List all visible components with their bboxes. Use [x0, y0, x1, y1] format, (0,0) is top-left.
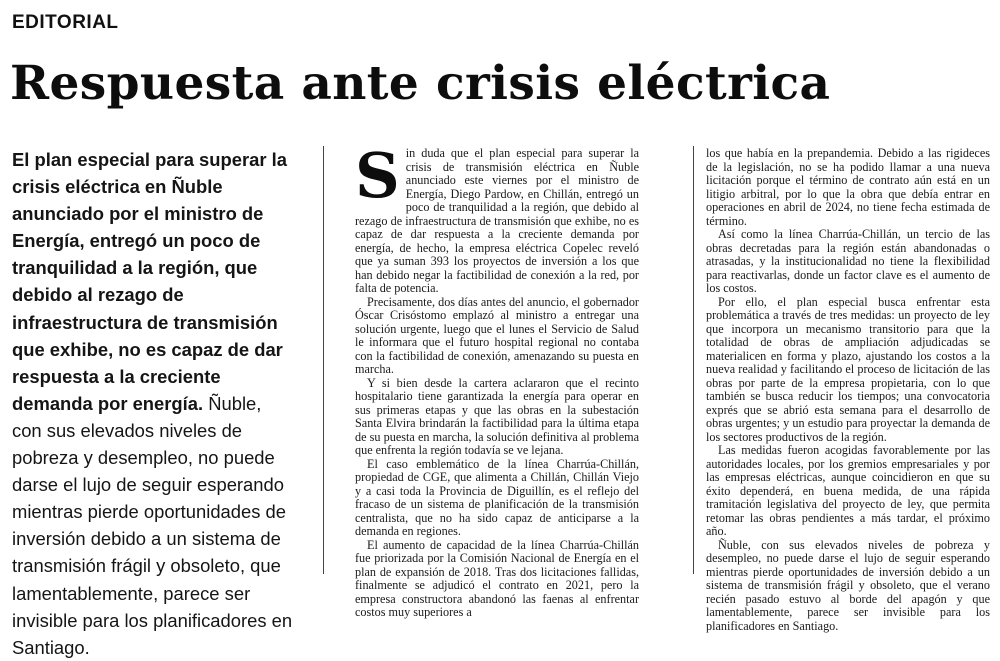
lead-bold-text: El plan especial para superar la crisis eléctrica en Ñuble anunciado por el ministro de Energía, entregó un poco de tranquilidad a la región, que debido al rezago de infraestructura de transmisión que exhibe, no es capaz de dar respuesta a la creciente demanda por energía.: [12, 149, 287, 414]
body-paragraph-text: in duda que el plan especial para superar la crisis de transmisión eléctrica en Ñuble anunciado este viernes por el ministro de Energía, Diego Pardow, en Chillán, entregó un poco de tranquilidad a la región, que debido al rezago de infraestructura de transmisión que exhibe, no es capaz de dar respuesta a la creciente demanda por energía, de hecho, la empresa eléctrica Copelec reveló que ya suman 393 los proyectos de inversión a los que han debido negar la factibilidad de conexión a la red, por falta de potencia.: [355, 146, 639, 295]
lead-regular-text: Ñuble, con sus elevados niveles de pobreza y desempleo, no puede darse el lujo de seguir esperando mientras pierde oportunidades de inversión debido a un sistema de transmisión frágil y obsoleto, que lamentablemente, parece ser invisible para los planificadores en Santiago.: [12, 392, 293, 658]
body-paragraph: Así como la línea Charrúa-Chillán, un tercio de las obras decretadas para la región están abandonadas o atrasadas, y la institucionalidad no tiene la flexibilidad para reactivarlas, donde un factor clave es el aumento de los costos.: [706, 227, 990, 295]
body-paragraph: los que había en la prepandemia. Debido a las rigideces de la legislación, no se ha podido llamar a una nueva licitación porque el término de contrato aún está en un litigio arbitral, por lo que la obra que debía entrar en operaciones en abril de 2024, no tiene fecha estimada de término.: [706, 146, 990, 228]
body-column-2: [355, 139, 639, 620]
headline: Respuesta ante crisis eléctrica: [10, 56, 831, 111]
lead-paragraph: [12, 146, 294, 661]
drop-cap: S: [355, 139, 400, 212]
body-paragraph: Ñuble, con sus elevados niveles de pobreza y desempleo, no puede darse el lujo de seguir esperando mientras pierde oportunidades de inversión debido a un sistema de transmisión frágil y obsoleto, que el verano recién pasado estuvo al borde del apagón y que lamentablemente, parece ser invisible para los planificadores en Santiago.: [706, 537, 990, 633]
body-paragraph: Y si bien desde la cartera aclararon que el recinto hospitalario tiene garantizada la energía para operar en sus primeras etapas y que las obras en la subestación Santa Elvira brindarán la factibilidad para la última etapa de su puesta en marcha, la solución definitiva al problema que enfrenta la región todavía se ve lejana.: [355, 375, 639, 457]
body-paragraph: Precisamente, dos días antes del anuncio, el gobernador Óscar Crisóstomo emplazó al ministro a entregar una solución urgente, luego que el lunes el Servicio de Salud le informara que el futuro hospital regional no contaba con la factibilidad de conexión, amenazando su puesta en marcha.: [355, 294, 639, 376]
column-divider: [323, 146, 324, 574]
section-label: EDITORIAL: [12, 12, 119, 33]
body-paragraph: El caso emblemático de la línea Charrúa-Chillán, propiedad de CGE, que alimenta a Chillán, Chillán Viejo y a casi toda la Provincia de Diguillín, es el reflejo del fracaso de un sistema de planificación de la transmisión centralista, que no ha sido capaz de anticiparse a la demanda en regiones.: [355, 456, 639, 538]
body-paragraph: [355, 139, 639, 296]
body-paragraph: El aumento de capacidad de la línea Charrúa-Chillán fue priorizada por la Comisión Nacional de Energía en el plan de expansión de 2018. Tras dos licitaciones fallidas, finalmente se adjudicó el contrato en 2021, pero la empresa constructora abandonó las faenas al enfrentar costos muy superiores a: [355, 537, 639, 619]
column-divider: [693, 146, 694, 574]
body-paragraph: Las medidas fueron acogidas favorablemente por las autoridades locales, por los gremios empresariales y por las empresas eléctricas, aunque coincidieron en que su éxito dependerá, en buena medida, de una rápida tramitación legislativa del proyecto de ley, que permita retomar las obras pendientes a más tardar, el próximo año.: [706, 443, 990, 538]
body-paragraph: Por ello, el plan especial busca enfrentar esta problemática a través de tres medidas: un proyecto de ley que incorpora un mecanismo transitorio para que la totalidad de obras de ampliación adjudicadas se materialicen en forma y plazo, ajustando los costos a la nueva realidad y facilitando el proceso de licitación de las obras por parte de la empresa propietaria, con lo que también se busca reducir los tiempos; una convocatoria exprés que se abrió esta semana para el desarrollo de obras urgentes; y un estudio para proyectar la demanda de los sectores productivos de la región.: [706, 294, 990, 444]
body-column-3: [706, 147, 990, 633]
